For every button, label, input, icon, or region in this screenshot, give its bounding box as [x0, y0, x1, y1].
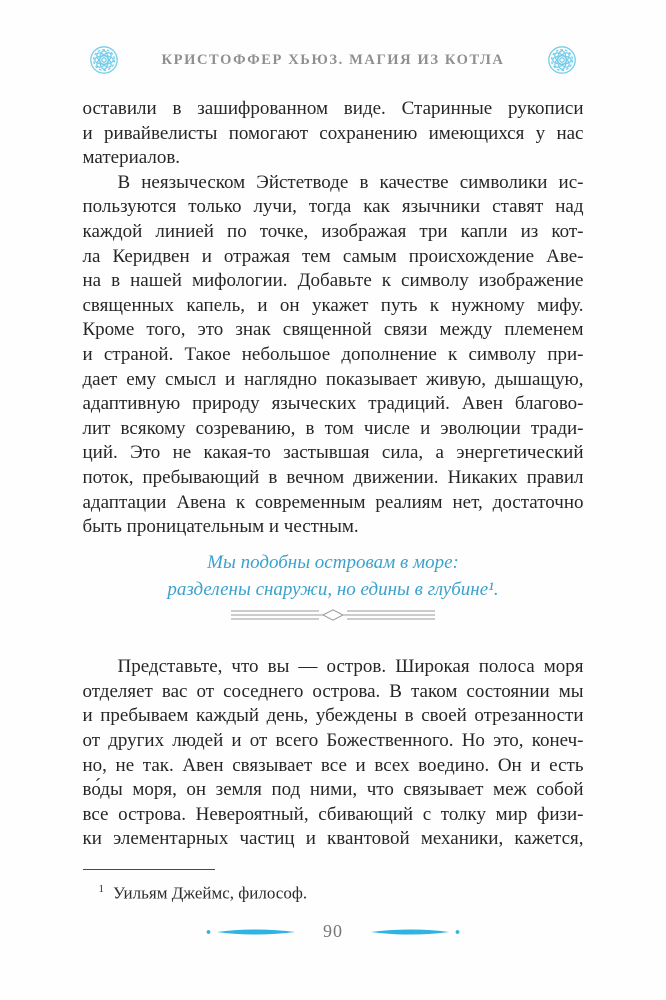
text-line: быть проницательным и честным. — [82, 516, 359, 538]
text-line: лит всякому созреванию, в том числе и эволюции тради- — [82, 417, 584, 439]
epigraph-quote — [83, 549, 584, 603]
text-line: и ривайвелисты помогают сохранению имеющихся у нас — [82, 122, 584, 144]
flourish-icon-left — [205, 927, 297, 937]
celtic-rosette-icon-right — [546, 44, 578, 76]
section-divider — [83, 606, 584, 631]
footnote — [83, 869, 584, 906]
text-line: во́ды моря, он земля под ними, что связывает меж собой — [82, 779, 584, 801]
celtic-rosette-icon-left — [88, 44, 120, 76]
footnote-body: Уильям Джеймс, философ. — [113, 883, 308, 903]
triple-line-diamond-divider-icon — [229, 607, 437, 623]
text-line: поток, пребывающий в вечном движении. Никаких правил — [82, 466, 584, 488]
text-line: Представьте, что вы — остров. Широкая полоса моря — [117, 656, 584, 678]
text-line: но, не так. Авен связывает все и всех воедино. Он и есть — [82, 754, 584, 776]
text-line: адаптивную природу языческих традиций. Авен благово- — [82, 393, 584, 415]
footnote-rule — [83, 869, 215, 870]
text-line: ла Керидвен и отражая тем самым происхождение Аве- — [82, 245, 584, 267]
page-body — [83, 97, 584, 906]
text-line: адаптации Авена к современным реалиям нет, достаточно — [82, 491, 584, 513]
paragraph-1 — [83, 97, 584, 171]
text-line: Кроме того, это знак священной связи между племенем — [82, 319, 584, 341]
text-line: отделяет вас от соседнего острова. В таком состоянии мы — [82, 680, 584, 702]
text-line: все острова. Невероятный, сбивающий с толку мир физи- — [82, 803, 584, 825]
text-line: оставили в зашифрованном виде. Старинные рукописи — [82, 98, 584, 119]
text-line: В неязыческом Эйстетводе в качестве символики ис- — [117, 171, 584, 193]
running-title: КРИСТОФФЕР ХЬЮЗ. МАГИЯ ИЗ КОТЛА — [161, 51, 505, 68]
page-footer — [0, 921, 666, 942]
paragraph-3 — [83, 655, 584, 852]
page-number: 90 — [323, 921, 343, 941]
page-header — [0, 44, 666, 76]
footnote-text — [83, 877, 584, 906]
text-line: пользуются только лучи, тогда как язычники ставят над — [82, 196, 584, 218]
paragraph-2 — [83, 171, 584, 540]
text-line: на в нашей мифологии. Добавьте к символу изображение — [82, 270, 584, 292]
text-line: материалов. — [82, 147, 181, 169]
text-line: ций. Это не какая-то застывшая сила, а энергетический — [82, 442, 584, 464]
quote-line: Мы подобны островам в море: — [207, 551, 459, 573]
footnote-marker: 1 — [98, 883, 104, 896]
text-line: каждой линией по точке, изображая три капли из кот- — [82, 220, 584, 242]
text-line: священных капель, и он укажет путь к нужному мифу. — [82, 294, 584, 316]
quote-line: разделены снаружи, но едины в глубине¹. — [167, 578, 499, 600]
text-line: ки элементарных частиц и квантовой механики, кажется, — [82, 828, 584, 850]
text-line: дает ему смысл и наглядно показывает живую, дышащую, — [82, 368, 584, 390]
text-line: и пребываем каждый день, убеждены в своей отрезанности — [82, 705, 584, 727]
flourish-icon-right — [369, 927, 461, 937]
text-line: от других людей и от всего Божественного. Но это, конеч- — [82, 730, 584, 752]
text-line: и страной. Такое небольшое дополнение к символу при- — [82, 343, 584, 365]
